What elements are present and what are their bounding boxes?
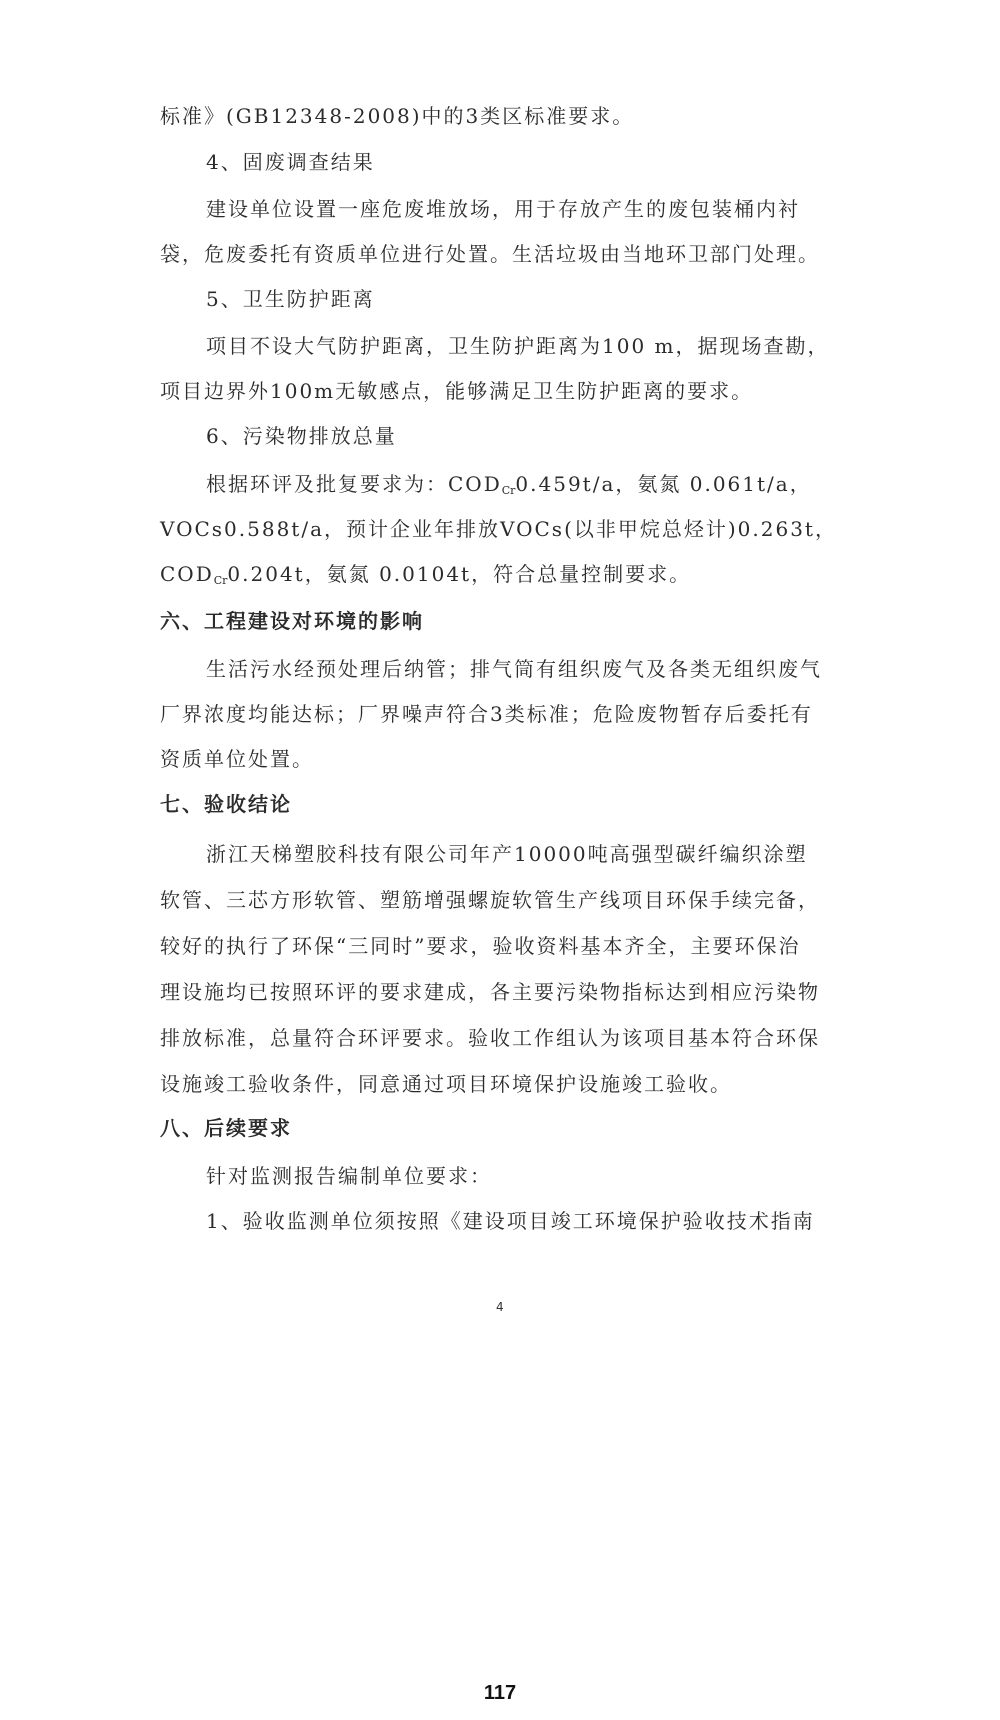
text-line: 浙江天梯塑胶科技有限公司年产10000吨高强型碳纤编织涂塑 <box>206 842 808 866</box>
text-line: 设施竣工验收条件，同意通过项目环境保护设施竣工验收。 <box>160 1072 732 1096</box>
text-line: 排放标准，总量符合环评要求。验收工作组认为该项目基本符合环保 <box>160 1026 820 1050</box>
text-segment: 0.204t，氨氮 0.0104t，符合总量控制要求。 <box>227 562 692 586</box>
text-line: 项目边界外100m无敏感点，能够满足卫生防护距离的要求。 <box>160 379 754 403</box>
section-heading: 七、验收结论 <box>160 792 292 816</box>
text-line <box>160 560 691 595</box>
text-line: 袋，危废委托有资质单位进行处置。生活垃圾由当地环卫部门处理。 <box>160 242 820 266</box>
subsection-title: 4、固废调查结果 <box>206 150 375 174</box>
text-line: 厂界浓度均能达标；厂界噪声符合3类标准；危险废物暂存后委托有 <box>160 702 813 726</box>
text-segment: 0.459t/a，氨氮 0.061t/a， <box>515 472 812 496</box>
section-heading: 八、后续要求 <box>160 1116 292 1140</box>
text-line: 资质单位处置。 <box>160 747 314 771</box>
text-line: 建设单位设置一座危废堆放场，用于存放产生的废包装桶内衬 <box>206 197 800 221</box>
text-line: 理设施均已按照环评的要求建成，各主要污染物指标达到相应污染物 <box>160 980 820 1004</box>
text-segment: 根据环评及批复要求为：COD <box>206 472 502 496</box>
subsection-title: 6、污染物排放总量 <box>206 424 397 448</box>
text-line: 项目不设大气防护距离，卫生防护距离为100 m，据现场查勘， <box>206 334 830 358</box>
text-line: 软管、三芯方形软管、塑筋增强螺旋软管生产线项目环保手续完备， <box>160 888 820 912</box>
text-line <box>206 470 812 505</box>
text-line: VOCs0.588t/a，预计企业年排放VOCs(以非甲烷总烃计)0.263t， <box>160 517 837 541</box>
text-line: 生活污水经预处理后纳管；排气筒有组织废气及各类无组织废气 <box>206 657 822 681</box>
subscript: Cr <box>213 574 228 587</box>
text-line: 针对监测报告编制单位要求： <box>206 1164 492 1188</box>
page-number: 117 <box>483 1682 517 1704</box>
subscript: Cr <box>501 484 516 497</box>
subsection-title: 5、卫生防护距离 <box>206 287 375 311</box>
text-segment: COD <box>160 562 214 586</box>
section-heading: 六、工程建设对环境的影响 <box>160 609 424 633</box>
text-line: 1、验收监测单位须按照《建设项目竣工环境保护验收技术指南 <box>206 1209 815 1233</box>
inner-page-number: 4 <box>496 1300 504 1314</box>
text-line: 标准》(GB12348-2008)中的3类区标准要求。 <box>160 104 635 128</box>
text-line: 较好的执行了环保“三同时”要求，验收资料基本齐全，主要环保治 <box>160 934 801 958</box>
